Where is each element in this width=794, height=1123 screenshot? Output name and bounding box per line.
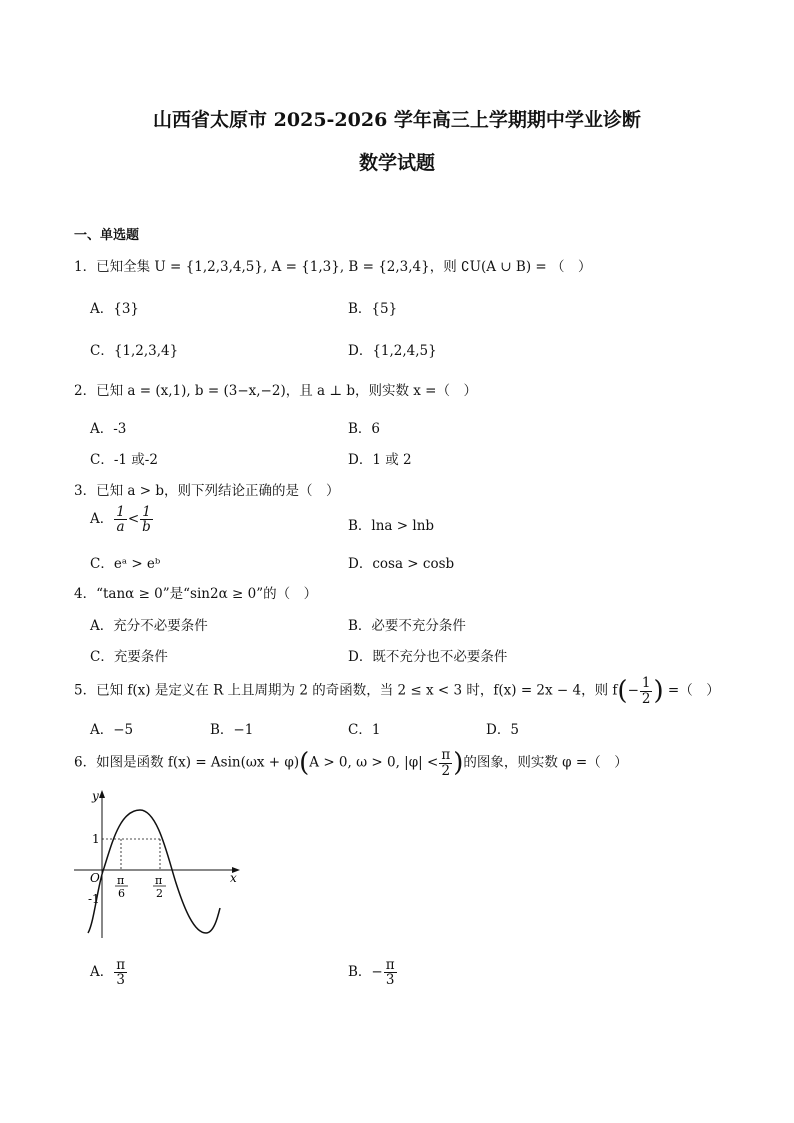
y-axis-label: y <box>92 789 99 803</box>
question-5-option-b: B．−1 <box>210 722 254 738</box>
page-subtitle: 数学试题 <box>358 152 435 174</box>
question-1-option-d: D．{1,2,4,5} <box>348 343 437 359</box>
question-2-stem: 2．已知 a = (x,1), b = (3−x,−2)，且 a ⊥ b，则实数 x =（ ） <box>74 383 477 399</box>
question-1-option-b: B．{5} <box>348 301 398 317</box>
question-5-option-d: D．5 <box>486 722 519 738</box>
question-6-option-b: B．− $\frac{\pi}{3}$ <box>348 957 395 989</box>
fraction: $\frac{1}{b}$ <box>142 504 151 536</box>
question-2-option-a: A．-3 <box>90 421 127 437</box>
question-5-option-a: A．−5 <box>90 722 134 738</box>
y-tick-1: 1 <box>92 832 100 846</box>
question-3-option-b: B．lna > lnb <box>348 518 435 534</box>
question-1-option-a: A．{3} <box>90 301 140 317</box>
question-2-option-c: C．-1 或-2 <box>90 452 158 468</box>
x-tick-pi2-num: π <box>155 874 163 887</box>
question-5-option-c: C．1 <box>348 722 381 738</box>
fraction: $\frac{\pi}{3}$ <box>385 957 395 989</box>
x-tick-pi6-den: 6 <box>118 887 125 900</box>
fraction: $\frac{1}{a}$ <box>116 504 125 536</box>
question-6-option-a: A． $\frac{\pi}{3}$ <box>90 957 126 989</box>
question-4-stem: 4．“tanα ≥ 0”是“sin2α ≥ 0”的（ ） <box>74 586 318 602</box>
page-title: 山西省太原市 2025-2026 学年高三上学期期中学业诊断 <box>153 109 641 131</box>
x-tick-pi6-num: π <box>117 874 125 887</box>
question-4-option-d: D．既不充分也不必要条件 <box>348 649 508 665</box>
question-4-option-b: B．必要不充分条件 <box>348 618 466 634</box>
question-3-stem: 3．已知 a > b，则下列结论正确的是（ ） <box>74 483 340 499</box>
question-6-stem: 6．如图是函数 f(x) = Asin(ωx + φ)(A > 0, ω > 0, |φ| < $\frac{\pi}{2}$ )的图象，则实数 φ =（ ） <box>74 747 628 779</box>
question-4-option-a: A．充分不必要条件 <box>90 618 208 634</box>
x-axis-label: x <box>230 871 237 885</box>
question-2-option-b: B．6 <box>348 421 381 437</box>
option-a-label: A． <box>90 511 114 528</box>
sine-curve <box>88 810 220 933</box>
x-tick-pi2-den: 2 <box>156 887 163 900</box>
origin-label: O <box>90 871 100 885</box>
section-heading: 一、单选题 <box>74 228 140 243</box>
fraction: $\frac{\pi}{2}$ <box>441 747 451 779</box>
y-tick-neg1: -1 <box>88 892 100 906</box>
fraction: $\frac{\pi}{3}$ <box>116 957 126 989</box>
question-5-stem: 5．已知 f(x) 是定义在 R 上且周期为 2 的奇函数，当 2 ≤ x < 3 时，f(x) = 2x − 4，则 f(− $\frac{1}{2}$ ) =（ ） <box>74 675 720 707</box>
question-1-option-c: C．{1,2,3,4} <box>90 343 179 359</box>
question-3-option-a <box>90 505 154 534</box>
question-3-option-d: D．cosa > cosb <box>348 556 455 572</box>
question-4-option-c: C．充要条件 <box>90 649 168 665</box>
fraction: $\frac{1}{2}$ <box>641 675 651 707</box>
function-graph <box>70 788 250 948</box>
question-2-option-d: D．1 或 2 <box>348 452 412 468</box>
question-3-option-c: C．eᵃ > eᵇ <box>90 556 161 572</box>
question-1-stem: 1．已知全集 U = {1,2,3,4,5}, A = {1,3}, B = {2,3,4}，则 ∁U(A ∪ B) = （ ） <box>74 259 592 275</box>
y-axis-arrow <box>99 790 105 798</box>
less-than-sign: < <box>127 511 140 528</box>
